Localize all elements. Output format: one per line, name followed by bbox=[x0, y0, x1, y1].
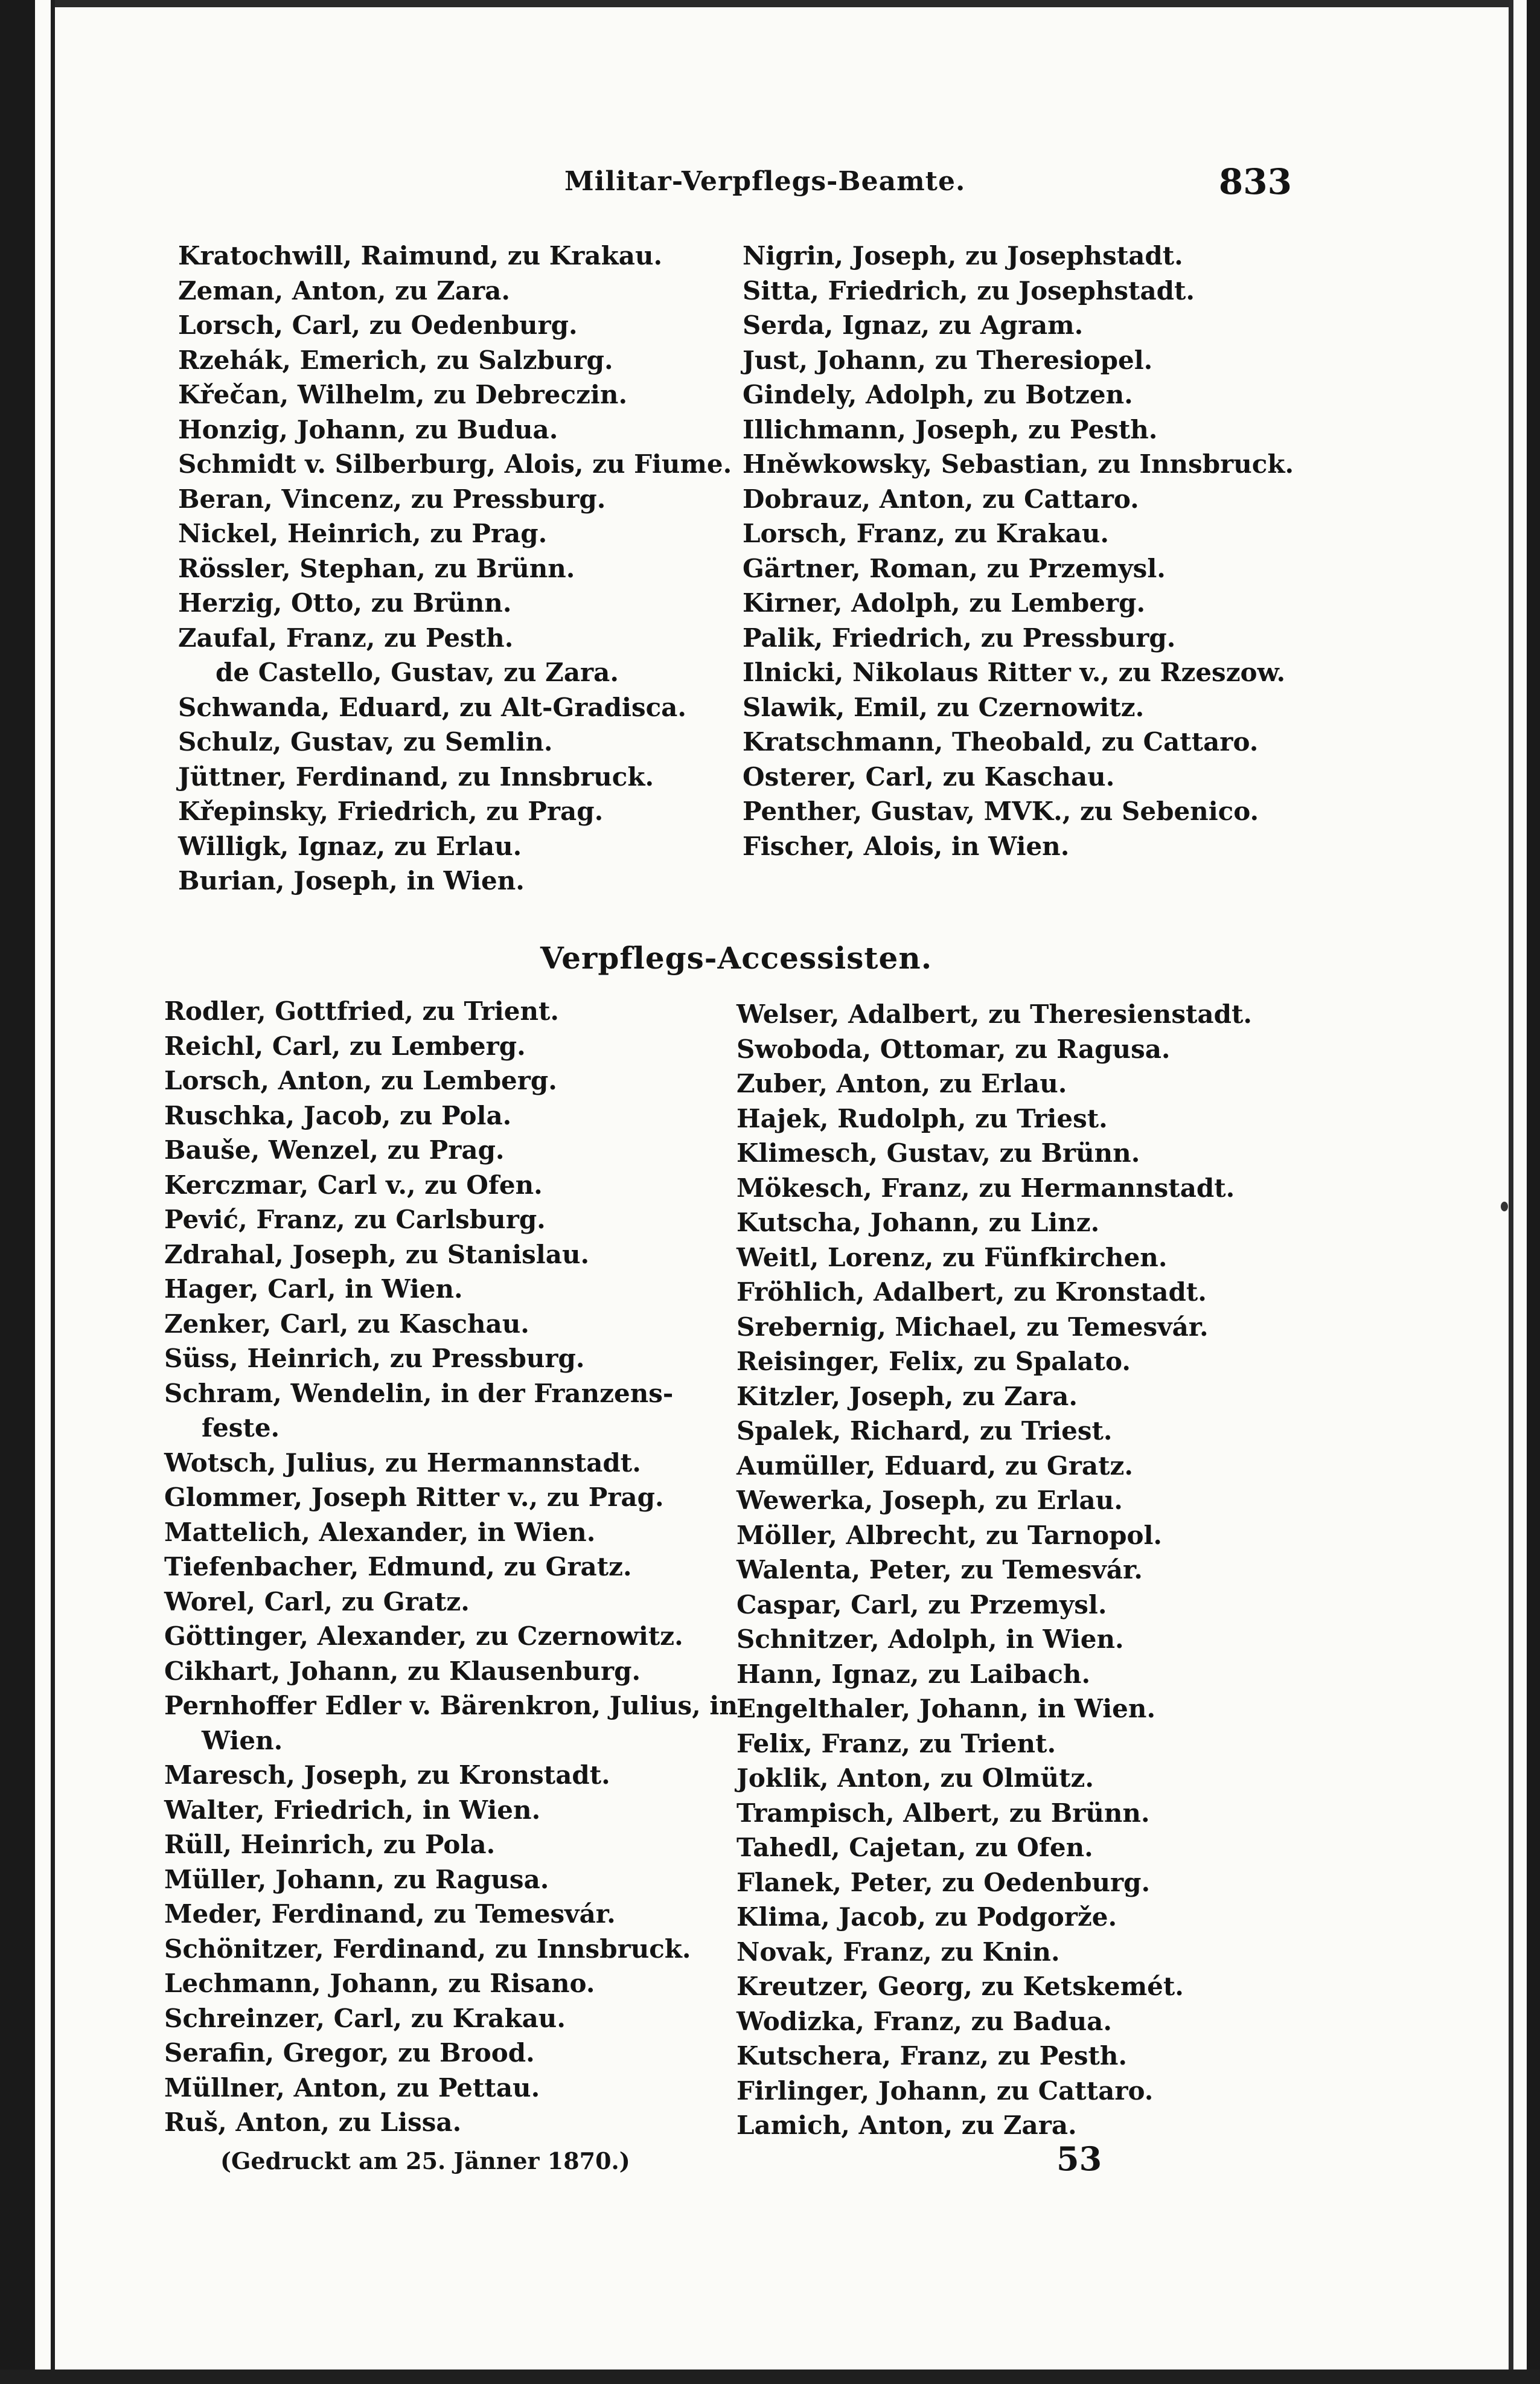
list-item: Rodler, Gottfried, zu Trient. bbox=[164, 996, 560, 1026]
list-item: Reisinger, Felix, zu Spalato. bbox=[736, 1347, 1131, 1376]
list-item: Penther, Gustav, MVK., zu Sebenico. bbox=[743, 796, 1259, 826]
list-item: Lorsch, Carl, zu Oedenburg. bbox=[178, 310, 578, 340]
list-item: feste. bbox=[202, 1413, 280, 1443]
list-item: Hněwkowsky, Sebastian, zu Innsbruck. bbox=[743, 449, 1294, 479]
list-item: Novak, Franz, zu Knin. bbox=[736, 1937, 1060, 1967]
list-item: Lechmann, Johann, zu Risano. bbox=[164, 1969, 595, 1998]
list-item: Joklik, Anton, zu Olmütz. bbox=[736, 1763, 1094, 1793]
list-item: Pernhoffer Edler v. Bärenkron, Julius, in bbox=[164, 1691, 738, 1720]
list-item: Gärtner, Roman, zu Przemysl. bbox=[743, 553, 1166, 583]
list-item: Willigk, Ignaz, zu Erlau. bbox=[178, 831, 522, 861]
list-item: Kratochwill, Raimund, zu Krakau. bbox=[178, 241, 663, 271]
scan-margin-right bbox=[1513, 0, 1527, 2384]
list-item: Nigrin, Joseph, zu Josephstadt. bbox=[743, 241, 1183, 271]
list-item: Burian, Joseph, in Wien. bbox=[178, 866, 525, 896]
list-item: Jüttner, Ferdinand, zu Innsbruck. bbox=[178, 761, 654, 792]
list-item: Schreinzer, Carl, zu Krakau. bbox=[164, 2003, 566, 2033]
list-item: Hann, Ignaz, zu Laibach. bbox=[736, 1659, 1091, 1689]
list-item: Schram, Wendelin, in der Franzens- bbox=[164, 1378, 674, 1408]
list-item: Ruš, Anton, zu Lissa. bbox=[164, 2107, 462, 2137]
list-item: Herzig, Otto, zu Brünn. bbox=[178, 588, 512, 618]
list-item: Glommer, Joseph Ritter v., zu Prag. bbox=[164, 1482, 664, 1512]
scan-border-left bbox=[0, 0, 35, 2384]
running-title: Militar-Verpflegs-Beamte. bbox=[564, 166, 966, 197]
list-item: Felix, Franz, zu Trient. bbox=[736, 1728, 1056, 1758]
scan-border-bottom bbox=[0, 2370, 1540, 2384]
page-header bbox=[169, 161, 1310, 208]
list-item: Srebernig, Michael, zu Temesvár. bbox=[736, 1312, 1209, 1342]
list-item: Kirner, Adolph, zu Lemberg. bbox=[743, 588, 1146, 618]
list-item: Kreutzer, Georg, zu Ketskemét. bbox=[736, 1972, 1184, 2001]
list-item: Spalek, Richard, zu Triest. bbox=[736, 1416, 1113, 1446]
list-item: Schnitzer, Adolph, in Wien. bbox=[736, 1624, 1124, 1654]
section1-left-column bbox=[178, 239, 732, 899]
list-item: Möller, Albrecht, zu Tarnopol. bbox=[736, 1520, 1163, 1550]
scan-smudge bbox=[1501, 1202, 1508, 1211]
list-item: Slawik, Emil, zu Czernowitz. bbox=[743, 692, 1145, 722]
scan-border-line-left bbox=[51, 0, 55, 2384]
list-item: Lamich, Anton, zu Zara. bbox=[736, 2110, 1077, 2140]
list-item: Kutschera, Franz, zu Pesth. bbox=[736, 2041, 1128, 2071]
list-item: Engelthaler, Johann, in Wien. bbox=[736, 1694, 1156, 1723]
list-item: Göttinger, Alexander, zu Czernowitz. bbox=[164, 1621, 683, 1651]
list-item: Fröhlich, Adalbert, zu Kronstadt. bbox=[736, 1277, 1207, 1307]
list-item: Zenker, Carl, zu Kaschau. bbox=[164, 1309, 529, 1339]
scan-border-top bbox=[0, 0, 1540, 7]
scan-border-line-right bbox=[1509, 0, 1513, 2384]
list-item: Beran, Vincenz, zu Pressburg. bbox=[178, 484, 606, 514]
list-item: Reichl, Carl, zu Lemberg. bbox=[164, 1031, 526, 1061]
list-item: Wodizka, Franz, zu Badua. bbox=[736, 2006, 1113, 2036]
list-item: Hager, Carl, in Wien. bbox=[164, 1274, 463, 1304]
page-footer bbox=[220, 2139, 1126, 2185]
list-item: Wien. bbox=[202, 1725, 283, 1755]
section2-right-column bbox=[736, 997, 1298, 2143]
list-item: Walenta, Peter, zu Temesvár. bbox=[736, 1555, 1143, 1585]
section2-left-column bbox=[164, 994, 738, 2140]
list-item: Caspar, Carl, zu Przemysl. bbox=[736, 1589, 1107, 1620]
list-item: Swoboda, Ottomar, zu Ragusa. bbox=[736, 1034, 1171, 1064]
list-item: Just, Johann, zu Theresiopel. bbox=[743, 345, 1153, 375]
list-item: Mökesch, Franz, zu Hermannstadt. bbox=[736, 1173, 1235, 1203]
list-item: Welser, Adalbert, zu Theresienstadt. bbox=[736, 999, 1252, 1029]
list-item: Klima, Jacob, zu Podgorže. bbox=[736, 1902, 1117, 1932]
section-title: Verpflegs-Accessisten. bbox=[540, 940, 933, 976]
list-item: Sitta, Friedrich, zu Josephstadt. bbox=[743, 275, 1195, 306]
list-item: Wotsch, Julius, zu Hermannstadt. bbox=[164, 1447, 641, 1478]
list-item: Bauše, Wenzel, zu Prag. bbox=[164, 1135, 505, 1165]
list-item: Rzehák, Emerich, zu Salzburg. bbox=[178, 345, 613, 375]
list-item: Kitzler, Joseph, zu Zara. bbox=[736, 1381, 1078, 1411]
list-item: Kutscha, Johann, zu Linz. bbox=[736, 1208, 1100, 1237]
list-item: Worel, Carl, zu Gratz. bbox=[164, 1586, 470, 1617]
list-item: Kerczmar, Carl v., zu Ofen. bbox=[164, 1170, 543, 1200]
scan-border-right bbox=[1527, 0, 1540, 2384]
section1-right-column bbox=[743, 239, 1298, 864]
list-item: Křečan, Wilhelm, zu Debreczin. bbox=[178, 380, 628, 409]
list-item: Müllner, Anton, zu Pettau. bbox=[164, 2072, 540, 2103]
list-item: Rössler, Stephan, zu Brünn. bbox=[178, 553, 575, 583]
list-item: Tiefenbacher, Edmund, zu Gratz. bbox=[164, 1552, 632, 1581]
list-item: Müller, Johann, zu Ragusa. bbox=[164, 1864, 549, 1894]
signature-mark: 53 bbox=[1056, 2139, 1102, 2178]
list-item: Kratschmann, Theobald, zu Cattaro. bbox=[743, 727, 1259, 757]
list-item: Illichmann, Joseph, zu Pesth. bbox=[743, 414, 1158, 444]
list-item: Wewerka, Joseph, zu Erlau. bbox=[736, 1485, 1123, 1515]
list-item: Zdrahal, Joseph, zu Stanislau. bbox=[164, 1239, 590, 1269]
list-item: Klimesch, Gustav, zu Brünn. bbox=[736, 1138, 1140, 1168]
list-item: Fischer, Alois, in Wien. bbox=[743, 831, 1070, 861]
list-item: Aumüller, Eduard, zu Gratz. bbox=[736, 1450, 1134, 1481]
list-item: Cikhart, Johann, zu Klausenburg. bbox=[164, 1656, 641, 1686]
list-item: Serafin, Gregor, zu Brood. bbox=[164, 2038, 535, 2068]
page-number: 833 bbox=[1218, 161, 1292, 202]
list-item: Křepinsky, Friedrich, zu Prag. bbox=[178, 796, 604, 826]
list-item: Dobrauz, Anton, zu Cattaro. bbox=[743, 484, 1139, 514]
list-item: Serda, Ignaz, zu Agram. bbox=[743, 310, 1084, 340]
list-item: Rüll, Heinrich, zu Pola. bbox=[164, 1830, 496, 1859]
scan-margin-left bbox=[35, 0, 52, 2384]
list-item: Flanek, Peter, zu Oedenburg. bbox=[736, 1867, 1151, 1897]
list-item: Nickel, Heinrich, zu Prag. bbox=[178, 519, 548, 548]
list-item: Ilnicki, Nikolaus Ritter v., zu Rzeszow. bbox=[743, 658, 1286, 687]
list-item: Ruschka, Jacob, zu Pola. bbox=[164, 1100, 512, 1130]
print-note: (Gedruckt am 25. Jänner 1870.) bbox=[220, 2147, 630, 2174]
list-item: Pević, Franz, zu Carlsburg. bbox=[164, 1205, 546, 1234]
list-item: Zaufal, Franz, zu Pesth. bbox=[178, 623, 514, 653]
list-item: Lorsch, Anton, zu Lemberg. bbox=[164, 1066, 557, 1095]
list-item: Zuber, Anton, zu Erlau. bbox=[736, 1069, 1067, 1098]
list-item: Schwanda, Eduard, zu Alt-Gradisca. bbox=[178, 692, 687, 722]
list-item: Firlinger, Johann, zu Cattaro. bbox=[736, 2075, 1154, 2106]
list-item: Mattelich, Alexander, in Wien. bbox=[164, 1517, 596, 1547]
list-item: Schönitzer, Ferdinand, zu Innsbruck. bbox=[164, 1934, 691, 1964]
list-item: Lorsch, Franz, zu Krakau. bbox=[743, 519, 1110, 548]
list-item: de Castello, Gustav, zu Zara. bbox=[216, 658, 619, 687]
list-item: Maresch, Joseph, zu Kronstadt. bbox=[164, 1760, 610, 1790]
list-item: Schulz, Gustav, zu Semlin. bbox=[178, 727, 553, 757]
list-item: Hajek, Rudolph, zu Triest. bbox=[736, 1103, 1108, 1133]
list-item: Honzig, Johann, zu Budua. bbox=[178, 414, 558, 444]
list-item: Weitl, Lorenz, zu Fünfkirchen. bbox=[736, 1242, 1168, 1272]
list-item: Meder, Ferdinand, zu Temesvár. bbox=[164, 1899, 616, 1929]
list-item: Palik, Friedrich, zu Pressburg. bbox=[743, 623, 1176, 653]
list-item: Trampisch, Albert, zu Brünn. bbox=[736, 1798, 1150, 1828]
list-item: Osterer, Carl, zu Kaschau. bbox=[743, 761, 1115, 792]
list-item: Zeman, Anton, zu Zara. bbox=[178, 275, 510, 306]
list-item: Tahedl, Cajetan, zu Ofen. bbox=[736, 1833, 1093, 1862]
list-item: Süss, Heinrich, zu Pressburg. bbox=[164, 1344, 585, 1373]
list-item: Schmidt v. Silberburg, Alois, zu Fiume. bbox=[178, 449, 732, 479]
list-item: Walter, Friedrich, in Wien. bbox=[164, 1795, 541, 1825]
list-item: Gindely, Adolph, zu Botzen. bbox=[743, 380, 1133, 409]
